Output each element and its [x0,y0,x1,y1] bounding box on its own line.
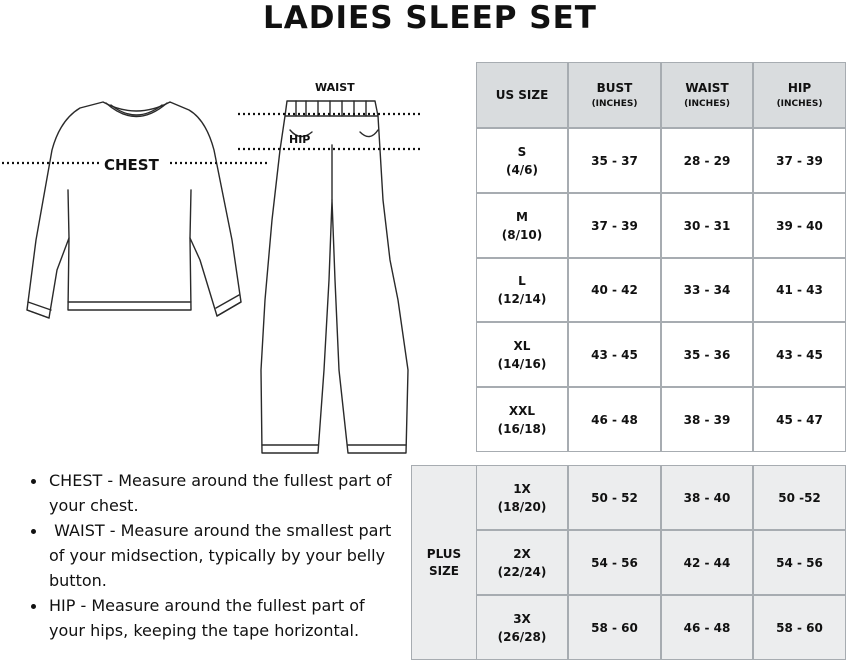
header-label: WAIST [685,81,729,95]
bust-cell: 54 - 56 [568,530,661,595]
header-label: HIP [787,81,812,95]
size-alt: (16/18) [497,421,547,436]
size-alt: (12/14) [497,292,547,306]
waist-cell: 38 - 39 [661,387,753,452]
size-label: 3X [513,611,531,626]
size-alt: (8/10) [501,227,543,242]
waist-cell: 33 - 34 [661,258,753,322]
chest-label: CHEST [104,156,159,174]
size-chart-table [476,62,846,660]
page-title: LADIES SLEEP SET [263,0,597,36]
note-text: CHEST - Measure around the fullest part of your chest. [49,471,392,515]
plus-size-label [411,465,477,660]
hip-cell: 58 - 60 [753,595,846,660]
measuring-instructions [22,468,402,643]
list-item-chest [22,468,402,518]
hip-cell: 45 - 47 [753,387,846,452]
header-us-size [476,62,568,128]
size-label: XL [513,338,531,353]
plus-label-line2: SIZE [428,563,459,578]
size-cell [476,465,568,530]
waist-cell: 46 - 48 [661,595,753,660]
header-unit: (INCHES) [684,99,730,109]
garment-illustration [0,70,420,465]
header-waist [661,62,753,128]
header-label: BUST [596,81,633,95]
size-cell [476,322,568,387]
bullet-icon [31,479,36,484]
hip-cell: 43 - 45 [753,322,846,387]
waist-cell: 38 - 40 [661,465,753,530]
waist-cell: 30 - 31 [661,193,753,258]
waist-label: WAIST [315,81,355,94]
header-unit: (INCHES) [776,99,823,109]
hip-cell: 41 - 43 [753,258,846,322]
size-label: 1X [513,481,531,496]
hip-cell: 50 -52 [753,465,846,530]
bust-cell: 43 - 45 [568,322,661,387]
size-alt: (4/6) [505,162,539,177]
bust-cell: 40 - 42 [568,258,661,322]
header-bust [568,62,661,128]
size-label: XXL [508,403,536,418]
bullet-icon [31,604,36,609]
list-item-hip [22,593,402,643]
pants-drawing [261,101,408,453]
sleep-set-drawing [0,70,420,465]
size-cell [476,595,568,660]
bust-cell: 50 - 52 [568,465,661,530]
waist-cell: 42 - 44 [661,530,753,595]
hip-label: HIP [289,133,311,146]
bullet-icon [31,529,36,534]
top-shirt-drawing [27,102,241,318]
size-label: M [516,209,528,224]
header-label: US SIZE [495,88,549,102]
hip-cell: 39 - 40 [753,193,846,258]
size-alt: (26/28) [497,629,547,644]
waist-cell: 35 - 36 [661,322,753,387]
size-label: S [517,144,527,159]
size-label: 2X [513,546,531,561]
hip-cell: 37 - 39 [753,128,846,193]
size-label: L [518,274,526,288]
list-item-waist [22,518,402,593]
waist-cell: 28 - 29 [661,128,753,193]
plus-label-line1: PLUS [426,546,462,561]
header-hip [753,62,846,128]
size-cell [476,128,568,193]
size-cell [476,258,568,322]
bust-cell: 46 - 48 [568,387,661,452]
size-cell [476,530,568,595]
size-cell [476,387,568,452]
header-unit: (INCHES) [591,99,638,109]
bust-cell: 37 - 39 [568,193,661,258]
bust-cell: 35 - 37 [568,128,661,193]
hip-cell: 54 - 56 [753,530,846,595]
size-alt: (18/20) [497,499,547,514]
size-alt: (22/24) [497,564,547,579]
bust-cell: 58 - 60 [568,595,661,660]
note-text: WAIST - Measure around the smallest part of your midsection, typically by your belly button. [49,521,397,590]
note-text: HIP - Measure around the fullest part of your hips, keeping the tape horizontal. [49,596,365,640]
size-cell [476,193,568,258]
size-alt: (14/16) [497,356,547,371]
